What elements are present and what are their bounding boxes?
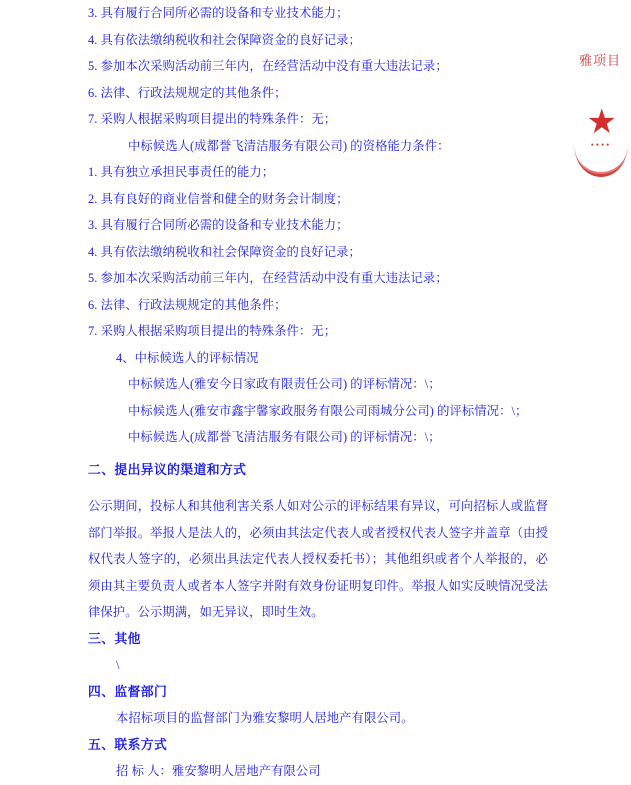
stamp-text-icon: 雅项目	[578, 53, 621, 68]
list-item: 中标候选人(雅安今日家政有限责任公司) 的评标情况：\；	[128, 377, 441, 391]
section-heading-five: 五、联系方式	[88, 737, 168, 752]
list-item: 5. 参加本次采购活动前三年内，在经营活动中没有重大违法记录；	[88, 271, 448, 285]
list-item: 2. 具有良好的商业信誉和健全的财务会计制度；	[88, 191, 349, 206]
section-four-content: 本招标项目的监督部门为雅安黎明人居地产有限公司。	[116, 711, 414, 725]
star-icon: ★	[586, 104, 617, 141]
contact-value: 雅安黎明人居地产有限公司	[171, 764, 321, 778]
list-item: 6. 法律、行政法规规定的其他条件；	[88, 85, 287, 100]
stamp-dots-icon: ••••	[590, 140, 612, 150]
list-item: 6. 法律、行政法规规定的其他条件；	[88, 297, 287, 312]
list-item: 中标候选人(成都誉飞清洁服务有限公司) 的资格能力条件：	[128, 138, 450, 153]
list-item: 中标候选人(成都誉飞清洁服务有限公司) 的评标情况：\；	[128, 430, 441, 444]
contact-label: 招 标 人：	[116, 764, 172, 778]
section-heading-two: 二、提出异议的渠道和方式	[88, 462, 247, 477]
section-three-content: \	[116, 658, 120, 672]
list-item: 3. 具有履行合同所必需的设备和专业技术能力；	[88, 6, 349, 20]
section-two-paragraph: 公示期间，投标人和其他利害关系人如对公示的评标结果有异议，可向招标人或监督部门举报。举报人是法人的，必须由其法定代表人或者授权代表人签字并盖章（由授权代表人签字的，必须出具法定代表人授权委托书）；其他组织或者个人举报的，必须由其主要负责人或者本人签字并附有效身份证明复印件。举报人如实反映情况受法律保护。公示期满，如无异议，即时生效。	[88, 499, 548, 619]
list-item: 7. 采购人根据采购项目提出的特殊条件：无；	[88, 324, 337, 338]
list-item: 4. 具有依法缴纳税收和社会保障资金的良好记录；	[88, 244, 361, 259]
red-seal-stamp	[569, 44, 631, 192]
list-item: 4. 具有依法缴纳税收和社会保障资金的良好记录；	[88, 32, 361, 47]
list-item: 3. 具有履行合同所必需的设备和专业技术能力；	[88, 218, 349, 232]
contact-line	[88, 758, 570, 785]
list-item: 1. 具有独立承担民事责任的能力；	[88, 165, 275, 179]
stamp-arc-icon	[575, 148, 627, 177]
section-heading-four: 四、监督部门	[88, 684, 168, 699]
list-item: 中标候选人(雅安市鑫宇馨家政服务有限公司雨城分公司) 的评标情况：\；	[128, 403, 528, 418]
list-item: 4、中标候选人的评标情况	[116, 350, 259, 365]
section-heading-three: 三、其他	[88, 631, 141, 646]
list-item: 5. 参加本次采购活动前三年内，在经营活动中没有重大违法记录；	[88, 59, 448, 73]
list-item: 7. 采购人根据采购项目提出的特殊条件：无；	[88, 112, 337, 126]
